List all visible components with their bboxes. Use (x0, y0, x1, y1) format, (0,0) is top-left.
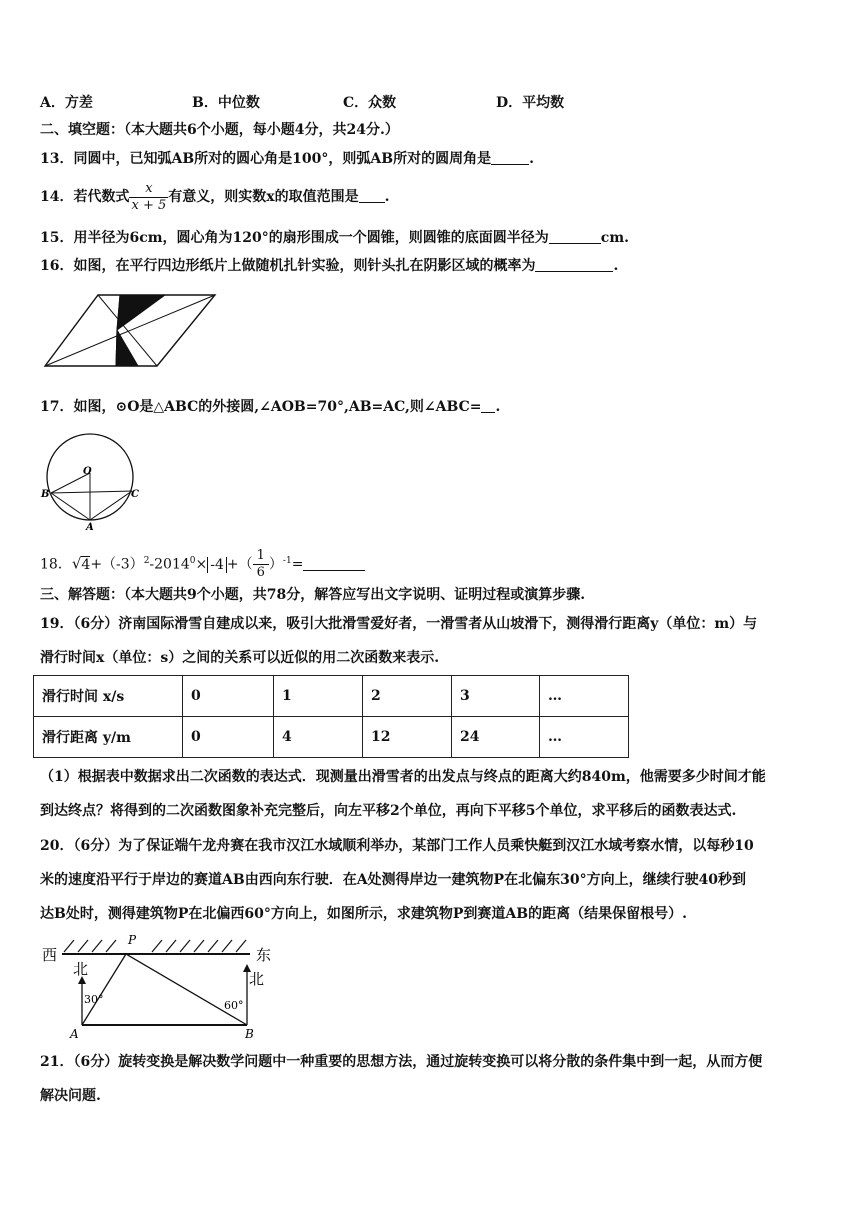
question-16 (40, 257, 618, 275)
table-cell: 0 (183, 717, 274, 758)
q16-end: . (613, 258, 619, 274)
table-cell: 24 (452, 717, 540, 758)
q20-line1: 20．（6分）为了保证端午龙舟赛在我市汉江水域顺利举办，某部门工作人员乘快艇到汉江水域考察水情，以每秒10 (40, 838, 754, 854)
q18-term5: ） (268, 556, 283, 573)
q18-fraction (253, 548, 269, 581)
q13-answer-blank (491, 150, 529, 165)
q19-line3: （1）根据表中数据求出二次函数的表达式．现测量出滑雪者的出发点与终点的距离大约840m，他需要多少时间才能 (40, 769, 766, 785)
label-b: B (245, 1027, 254, 1041)
river-figure (40, 932, 280, 1044)
section3-heading: 三、解答题：（本大题共9个小题，共78分，解答应写出文字说明、证明过程或演算步骤. (40, 587, 586, 603)
question-13 (40, 150, 534, 168)
label-c: C (131, 489, 139, 500)
parallelogram-figure (40, 290, 220, 370)
table-row (34, 717, 629, 758)
label-angle-30: 30° (84, 993, 104, 1006)
question-14 (40, 178, 389, 216)
segment-bp (126, 954, 247, 1025)
q18-term4: +（ (226, 556, 253, 573)
q13-text: 13．同圆中，已知弧AB所对的圆心角是100°，则弧AB所对的圆周角是 (40, 151, 492, 167)
q15-end: cm. (600, 230, 630, 246)
question-17 (40, 398, 500, 416)
segment-ac (90, 491, 132, 520)
option-b: B．中位数 (192, 95, 260, 111)
q16-answer-blank (535, 257, 613, 272)
q17-answer-blank (481, 398, 495, 413)
segment-bc (51, 491, 132, 493)
table-row-header: 滑行时间 x/s (34, 676, 183, 717)
q20-line2: 米的速度沿平行于岸边的赛道AB由西向东行驶．在A处测得岸边一建筑物P在北偏东30°方向上，继续行驶40秒到 (40, 872, 747, 888)
q18-term1: +（-3） (90, 556, 144, 573)
q14-frac-den: x + 5 (131, 197, 167, 213)
q20-line3: 达B处时，测得建筑物P在北偏西60°方向上，如图所示，求建筑物P到赛道AB的距离（结果保留根号）. (40, 906, 687, 922)
label-a: A (70, 1027, 79, 1041)
section2-heading: 二、填空题：（本大题共6个小题，每小题4分，共24分.） (40, 122, 399, 138)
circle-figure (40, 432, 150, 532)
q19-line4: 到达终点？将得到的二次函数图象补充完整后，向左平移2个单位，再向下平移5个单位，求平移后的函数表达式. (40, 803, 737, 819)
label-p: P (128, 933, 137, 947)
table-row (34, 676, 629, 717)
label-north-1: 北 (73, 960, 89, 978)
option-d: D．平均数 (496, 95, 565, 111)
table-cell: 3 (452, 676, 540, 717)
q15-text: 15．用半径为6cm，圆心角为120°的扇形围成一个圆锥，则圆锥的底面圆半径为 (40, 230, 549, 246)
table-cell: … (540, 717, 629, 758)
q14-prefix: 14．若代数式 (40, 189, 130, 205)
table-row-header: 滑行距离 y/m (34, 717, 183, 758)
q21-line2: 解决问题. (40, 1088, 101, 1104)
label-a: A (86, 522, 94, 533)
q18-abs: -4 (207, 557, 227, 573)
q19-line1: 19．（6分）济南国际滑雪自建成以来，吸引大批滑雪爱好者，一滑雪者从山坡滑下，测得滑行距离y（单位：m）与 (40, 616, 758, 632)
table-cell: 0 (183, 676, 274, 717)
q18-expm1: -1 (282, 556, 292, 566)
q19-data-table (33, 675, 629, 758)
label-o: O (83, 466, 92, 477)
option-c: C．众数 (343, 95, 397, 111)
question-15 (40, 229, 629, 247)
q19-line2: 滑行时间x（单位：s）之间的关系可以近似的用二次函数来表示. (40, 650, 440, 666)
q15-answer-blank (549, 229, 601, 244)
label-angle-60: 60° (224, 999, 244, 1012)
q14-end: . (384, 189, 390, 205)
q18-frac-num: 1 (253, 548, 269, 565)
q17-end: . (495, 399, 501, 415)
table-cell: … (540, 676, 629, 717)
table-cell: 1 (274, 676, 363, 717)
q21-line1: 21．（6分）旋转变换是解决数学问题中一种重要的思想方法，通过旋转变换可以将分散的条件集中到一起，从而方便 (40, 1054, 763, 1070)
q18-exp0: 0 (189, 556, 196, 566)
label-west: 西 (42, 946, 58, 964)
label-b: B (41, 489, 50, 500)
q18-times: × (195, 556, 208, 573)
q16-text: 16．如图，在平行四边形纸片上做随机扎针实验，则针头扎在阴影区域的概率为 (40, 258, 536, 274)
q18-term2: -2014 (149, 556, 190, 573)
table-cell: 2 (363, 676, 452, 717)
q17-text: 17．如图，⊙O是△ABC的外接圆,∠AOB=70°,AB=AC,则∠ABC= (40, 399, 482, 415)
shore-hatching (64, 940, 246, 952)
option-a: A．方差 (40, 95, 93, 111)
segment-ap (82, 954, 126, 1025)
q14-frac-num: x (129, 181, 168, 198)
shaded-triangle-top (117, 295, 165, 330)
q14-answer-blank (359, 188, 385, 203)
q14-fraction (129, 181, 168, 214)
q18-equals: = (291, 556, 304, 573)
q18-sqrt-radicand: 4 (81, 556, 91, 573)
q18-exp2: 2 (143, 556, 150, 566)
q14-suffix: 有意义，则实数x的取值范围是 (168, 189, 359, 205)
q18-frac-den: 6 (256, 565, 265, 581)
question-18: 18．$√4+(-3)^2-2014^0\times -4$ +（ $\frac{1}{6}$ ）$^{-1}$= (40, 542, 365, 580)
label-east: 东 (256, 946, 272, 964)
q18-answer-blank (303, 556, 365, 571)
q18-number: 18． (40, 556, 72, 573)
table-cell: 4 (274, 717, 363, 758)
q13-end: . (529, 151, 534, 167)
label-north-2: 北 (249, 970, 265, 988)
table-cell: 12 (363, 717, 452, 758)
